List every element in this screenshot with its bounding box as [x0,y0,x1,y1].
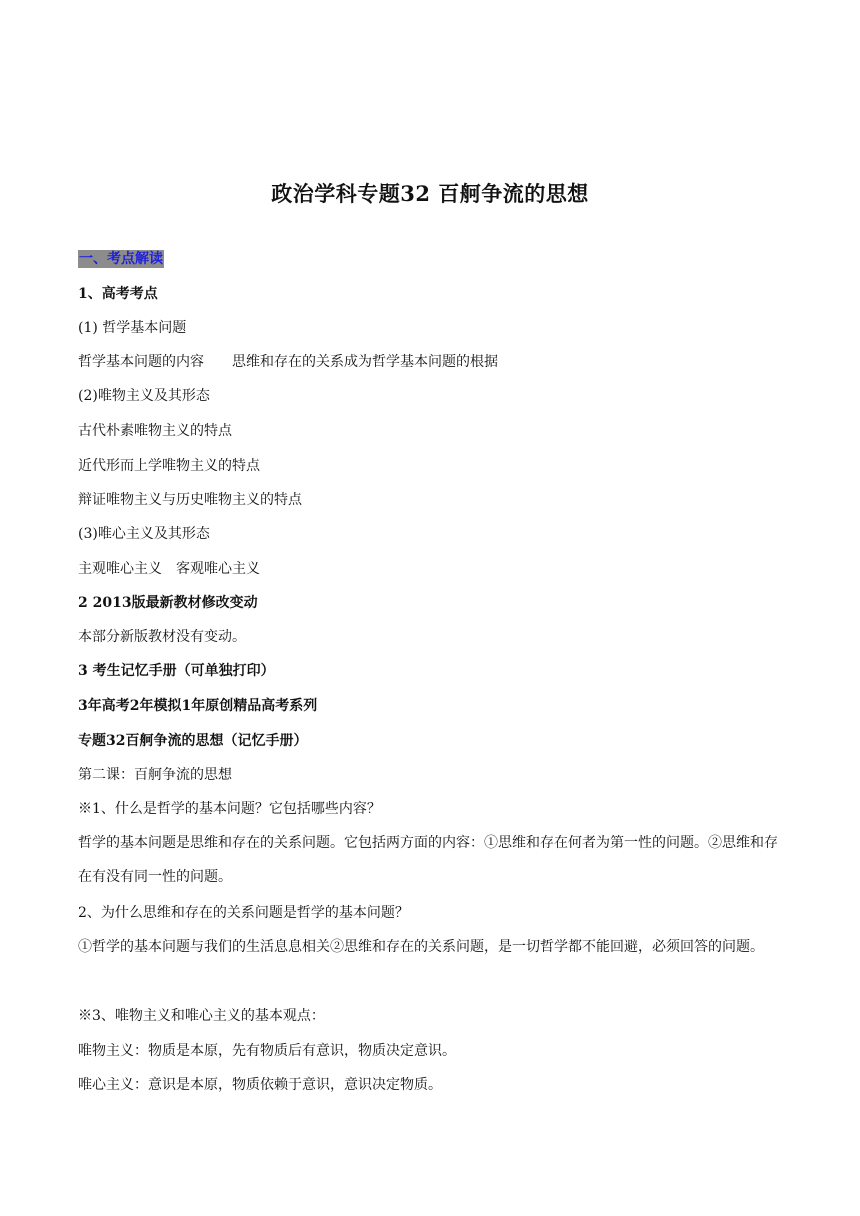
text-line: 哲学基本问题的内容 思维和存在的关系成为哲学基本问题的根据 [78,354,498,370]
heading-memory-handbook: 3 考生记忆手册（可单独打印） [78,663,275,679]
text-line: 唯物主义：物质是本原，先有物质后有意识，物质决定意识。 [78,1043,456,1059]
subheading-basic-question: (1) 哲学基本问题 [78,320,187,336]
text-line: 辩证唯物主义与历史唯物主义的特点 [78,492,302,508]
text-line: 近代形而上学唯物主义的特点 [78,458,260,474]
question-line: 2、为什么思维和存在的关系问题是哲学的基本问题？ [78,905,409,921]
heading-textbook-changes: 2 2013版最新教材修改变动 [78,595,258,611]
answer-paragraph: 哲学的基本问题是思维和存在的关系问题。它包括两方面的内容：①思维和存在何者为第一性的问题。②思维和存在有没有同一性的问题。 [78,835,778,885]
document-title: 政治学科专题32 百舸争流的思想 [271,181,589,206]
answer-paragraph: ①哲学的基本问题与我们的生活息息相关②思维和存在的关系问题，是一切哲学都不能回避，必须回答的问题。 [78,939,764,955]
subheading-materialism: (2)唯物主义及其形态 [78,388,210,404]
subheading-idealism: (3)唯心主义及其形态 [78,526,210,542]
text-line: 唯心主义：意识是本原，物质依赖于意识，意识决定物质。 [78,1077,442,1093]
heading-topic-handbook: 专题32百舸争流的思想（记忆手册） [78,733,308,749]
lesson-title: 第二课：百舸争流的思想 [78,767,232,783]
text-line: 主观唯心主义 客观唯心主义 [78,561,260,577]
question-line: ※1、什么是哲学的基本问题？它包括哪些内容？ [78,801,381,817]
text-line: 古代朴素唯物主义的特点 [78,423,232,439]
section-heading-highlight: 一、考点解读 [79,251,163,267]
section-heading-row [78,249,788,269]
text-line: 本部分新版教材没有变动。 [78,629,246,645]
question-line: ※3、唯物主义和唯心主义的基本观点： [78,1008,325,1024]
heading-series: 3年高考2年模拟1年原创精品高考系列 [78,698,318,714]
heading-exam-points: 1、高考考点 [78,286,158,302]
